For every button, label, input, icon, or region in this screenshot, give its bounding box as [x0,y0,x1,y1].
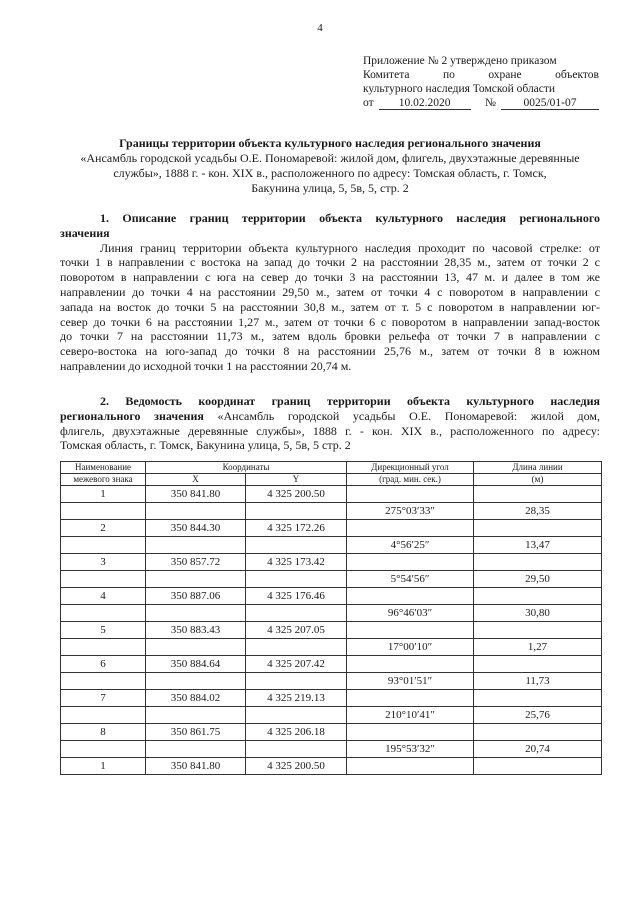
empty-cell [474,520,602,537]
empty-cell [347,520,474,537]
empty-cell [246,741,347,758]
table-row [61,520,602,537]
empty-cell [146,707,246,724]
segment-length: 11,73 [474,673,602,690]
empty-cell [146,571,246,588]
paragraph-line: поворотом в направлении с юга на север до точки 3 на расстоянии 13, 47 м. и далее в том же [60,270,600,285]
header-coords: Координаты [146,462,347,474]
empty-cell [474,758,602,775]
approval-date-line [363,96,599,110]
title-line-1: Границы территории объекта культурного наследия регионального значения [119,136,541,150]
table-body [61,486,602,775]
header-length: Длина линии [474,462,602,474]
section-2-text: «Ансамбль городской усадьбы О.Е. Пономаревой: жилой дом, [203,408,600,423]
table-row [61,605,602,622]
empty-cell [474,554,602,571]
empty-cell [246,707,347,724]
table-row [61,707,602,724]
empty-cell [61,503,146,520]
table-row [61,639,602,656]
empty-cell [246,605,347,622]
approval-word: по [442,69,455,81]
title-line-2: «Ансамбль городской усадьбы О.Е. Пономаревой: жилой дом, флигель, двухэтажные деревянные [80,151,580,165]
segment-length: 25,76 [474,707,602,724]
empty-cell [61,537,146,554]
point-x: 350 857.72 [146,554,246,571]
header-angle-sub: (град. мин. сек.) [347,474,474,486]
point-name: 8 [61,724,146,741]
segment-angle: 210°10′41″ [347,707,474,724]
table-row [61,503,602,520]
point-y: 4 325 176.46 [246,588,347,605]
point-name: 6 [61,656,146,673]
section-2-line-4: Томская область, г. Томск, Бакунина улица, 5, 5в, 5 стр. 2 [60,438,351,453]
empty-cell [347,622,474,639]
point-name: 2 [61,520,146,537]
empty-cell [347,588,474,605]
empty-cell [61,571,146,588]
segment-angle: 5°54′56″ [347,571,474,588]
point-y: 4 325 219.13 [246,690,347,707]
empty-cell [146,673,246,690]
point-y: 4 325 200.50 [246,758,347,775]
paragraph-line: направлении до исходной точки 1 на расстоянии 20,74 м. [60,358,352,373]
approval-line-1: Приложение № 2 утверждено приказом [363,55,557,67]
empty-cell [347,724,474,741]
header-length-sub: (м) [474,474,602,486]
segment-length: 28,35 [474,503,602,520]
approval-word: охране [488,69,522,81]
approval-line-3: культурного наследия Томской области [363,83,556,95]
table-row [61,673,602,690]
segment-length: 29,50 [474,571,602,588]
approval-word: Комитета [363,69,410,81]
point-y: 4 325 172.26 [246,520,347,537]
table-row [61,588,602,605]
coordinates-table [60,461,602,775]
empty-cell [61,605,146,622]
table-row [61,554,602,571]
empty-cell [474,690,602,707]
point-name: 5 [61,622,146,639]
segment-angle: 17°00′10″ [347,639,474,656]
table-row [61,724,602,741]
approval-block [363,54,599,110]
empty-cell [61,741,146,758]
paragraph-line: Линия границ территории объекта культурного наследия проходит по часовой стрелке: от [100,240,600,255]
empty-cell [246,537,347,554]
empty-cell [474,588,602,605]
point-name: 7 [61,690,146,707]
empty-cell [474,486,602,503]
point-y: 4 325 200.50 [246,486,347,503]
point-y: 4 325 207.42 [246,656,347,673]
segment-length: 30,80 [474,605,602,622]
from-label: от [363,97,374,109]
paragraph-line: направлении до точки 4 на расстоянии 29,50 м., затем от точки 4 с поворотом в направлении с [60,284,600,299]
header-y: Y [246,474,347,486]
point-y: 4 325 173.42 [246,554,347,571]
document-title [60,136,600,196]
empty-cell [246,503,347,520]
table-row [61,656,602,673]
header-angle: Дирекционный угол [347,462,474,474]
segment-angle: 4°56′25″ [347,537,474,554]
empty-cell [347,758,474,775]
point-x: 350 841.80 [146,486,246,503]
point-x: 350 841.80 [146,758,246,775]
point-y: 4 325 207.05 [246,622,347,639]
empty-cell [347,486,474,503]
title-line-3: службы», 1888 г. - кон. XIX в., расположенного по адресу: Томская область, г. Томск, [113,166,547,180]
empty-cell [146,503,246,520]
paragraph-line: запада на восток до точки 5 на расстоянии 30,8 м., затем от т. 5 с поворотом в направлении юг- [60,299,600,314]
section-2-line-3: флигель, двухэтажные деревянные службы», 1888 г. - кон. XIX в., расположенного по адресу: [60,423,600,438]
section-2-line-2 [60,409,600,424]
paragraph-line: север до точки 6 на расстоянии 1,27 м., затем от точки 6 с поворотом в направлении запад-восток [60,314,600,329]
table-row [61,622,602,639]
table-header-row [61,462,602,474]
point-name: 1 [61,758,146,775]
table-row [61,690,602,707]
header-x: X [146,474,246,486]
point-x: 350 861.75 [146,724,246,741]
section-1-heading-cont: значения [60,225,110,240]
approval-date: 10.02.2020 [379,97,471,110]
section-2 [60,394,600,453]
paragraph-line: точки 1 в направлении с востока на запад до точки 2 на расстоянии 28,35 м., затем от точки 2 с [60,255,600,270]
point-x: 350 884.02 [146,690,246,707]
number-label: № [485,97,496,109]
page-number: 4 [317,22,323,34]
table-row [61,537,602,554]
empty-cell [146,639,246,656]
segment-angle: 195°53′32″ [347,741,474,758]
segment-angle: 275°03′33″ [347,503,474,520]
empty-cell [246,673,347,690]
empty-cell [474,724,602,741]
title-line-4: Бакунина улица, 5, 5в, 5, стр. 2 [251,181,409,195]
empty-cell [61,639,146,656]
segment-length: 13,47 [474,537,602,554]
segment-angle: 96°46′03″ [347,605,474,622]
empty-cell [474,656,602,673]
point-y: 4 325 206.18 [246,724,347,741]
point-x: 350 887.06 [146,588,246,605]
point-x: 350 844.30 [146,520,246,537]
approval-number: 0025/01-07 [501,97,599,110]
table-row [61,486,602,503]
paragraph-line: северо-востока на юго-запад до точки 8 на расстоянии 25,76 м., затем от точки 8 в южном [60,344,600,359]
empty-cell [246,571,347,588]
table-row [61,758,602,775]
table-header-row [61,474,602,486]
point-name: 4 [61,588,146,605]
empty-cell [146,537,246,554]
point-name: 1 [61,486,146,503]
approval-word: объектов [555,69,599,81]
empty-cell [347,656,474,673]
table-row [61,571,602,588]
table-row [61,741,602,758]
section-1 [60,211,600,374]
section-1-heading: 1. Описание границ территории объекта культурного наследия регионального [100,211,600,225]
empty-cell [146,605,246,622]
empty-cell [246,639,347,656]
point-x: 350 883.43 [146,622,246,639]
empty-cell [146,741,246,758]
section-1-body [60,241,600,374]
header-marker-sub: межевого знака [61,474,146,486]
segment-length: 1,27 [474,639,602,656]
point-x: 350 884.64 [146,656,246,673]
empty-cell [61,673,146,690]
empty-cell [474,622,602,639]
segment-length: 20,74 [474,741,602,758]
section-2-heading: 2. Ведомость координат границ территории объекта культурного наследия [100,394,600,408]
point-name: 3 [61,554,146,571]
paragraph-line: до точки 7 на расстоянии 11,73 м., затем вдоль бровки рельефа от точки 7 в направлении с [60,329,600,344]
section-2-heading-cont: регионального значения [60,408,204,423]
approval-line-2 [363,68,599,82]
segment-angle: 93°01′51″ [347,673,474,690]
header-marker: Наименование [61,462,146,474]
empty-cell [61,707,146,724]
empty-cell [347,690,474,707]
empty-cell [347,554,474,571]
